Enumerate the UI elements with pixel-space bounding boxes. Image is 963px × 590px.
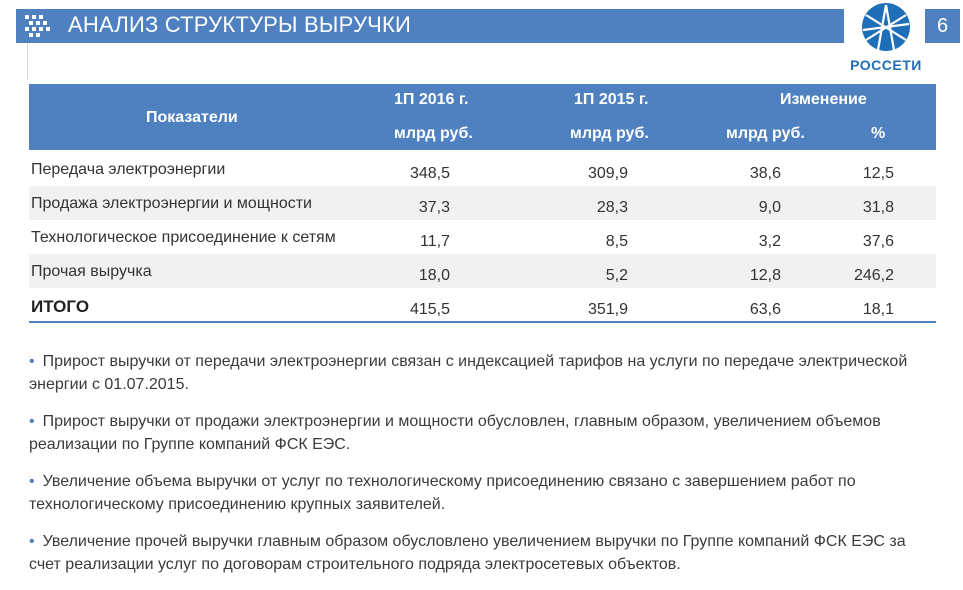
header-2016-unit: млрд руб. — [394, 125, 473, 142]
row-label: ИТОГО — [31, 297, 90, 316]
value-2016: 18,0 — [418, 267, 450, 284]
table-row — [29, 254, 936, 288]
value-2016: 11,7 — [420, 233, 450, 250]
brand-name: РОССЕТИ — [850, 57, 922, 73]
header-2015-title: 1П 2015 г. — [574, 91, 649, 108]
value-pct: 37,6 — [862, 233, 894, 250]
value-2015: 8,5 — [605, 233, 628, 250]
value-2015: 5,2 — [605, 267, 628, 284]
table-body — [29, 152, 936, 322]
bullet-text: Увеличение прочей выручки главным образом обусловлено увеличением выручки по Группе компаний ФСК ЕЭС за счет реализации услуг по договорам строительного подряда электросетевых объектов. — [29, 533, 906, 573]
page-number: 6 — [925, 9, 960, 43]
bullet-icon: • — [29, 533, 35, 550]
divider — [27, 43, 28, 80]
bullet-text: Прирост выручки от передачи электроэнергии связан с индексацией тарифов на услуги по передаче электрической энергии с 01.07.2015. — [29, 353, 908, 393]
bullet-icon: • — [29, 413, 35, 430]
table-row — [29, 186, 936, 220]
value-pct: 31,8 — [862, 199, 894, 216]
row-label: Технологическое присоединение к сетям — [31, 229, 336, 246]
header-indicator: Показатели — [146, 109, 238, 126]
value-pct: 12,5 — [862, 165, 894, 182]
list-item — [29, 350, 934, 396]
header-2016-title: 1П 2016 г. — [394, 91, 469, 108]
page-title: АНАЛИЗ СТРУКТУРЫ ВЫРУЧКИ — [68, 12, 412, 37]
bullet-list — [29, 350, 934, 590]
row-label: Передача электроэнергии — [31, 161, 226, 178]
list-item — [29, 530, 934, 576]
value-pct: 246,2 — [853, 267, 894, 284]
value-delta: 38,6 — [749, 165, 781, 182]
bullet-icon: • — [29, 473, 35, 490]
value-2015: 28,3 — [596, 199, 628, 216]
divider — [29, 321, 936, 323]
bullet-icon: • — [29, 353, 35, 370]
bullet-text: Увеличение объема выручки от услуг по технологическому присоединению связано с завершением работ по технологическому присоединению крупных заявителей. — [29, 473, 856, 513]
value-2016: 415,5 — [409, 301, 450, 318]
dots-logo-icon — [23, 13, 53, 39]
value-2015: 309,9 — [587, 165, 628, 182]
list-item — [29, 410, 934, 456]
value-2016: 348,5 — [409, 165, 450, 182]
value-delta: 9,0 — [758, 199, 781, 216]
value-delta: 63,6 — [749, 301, 781, 318]
table-header — [29, 84, 936, 150]
list-item — [29, 470, 934, 516]
table-row-total — [29, 288, 936, 322]
header-change-pct: % — [871, 125, 886, 142]
table-row — [29, 152, 936, 186]
table-row — [29, 220, 936, 254]
header-change-unit: млрд руб. — [726, 125, 805, 142]
header-2015-unit: млрд руб. — [570, 125, 649, 142]
row-label: Продажа электроэнергии и мощности — [31, 195, 312, 212]
row-label: Прочая выручка — [31, 263, 152, 280]
value-delta: 12,8 — [749, 267, 781, 284]
bullet-text: Прирост выручки от продажи электроэнергии и мощности обусловлен, главным образом, увеличением объемов реализации по Группе компаний ФСК ЕЭС. — [29, 413, 881, 453]
header-change-title: Изменение — [780, 91, 867, 108]
value-2015: 351,9 — [587, 301, 628, 318]
value-delta: 3,2 — [758, 233, 781, 250]
value-2016: 37,3 — [418, 199, 450, 216]
value-pct: 18,1 — [862, 301, 894, 318]
